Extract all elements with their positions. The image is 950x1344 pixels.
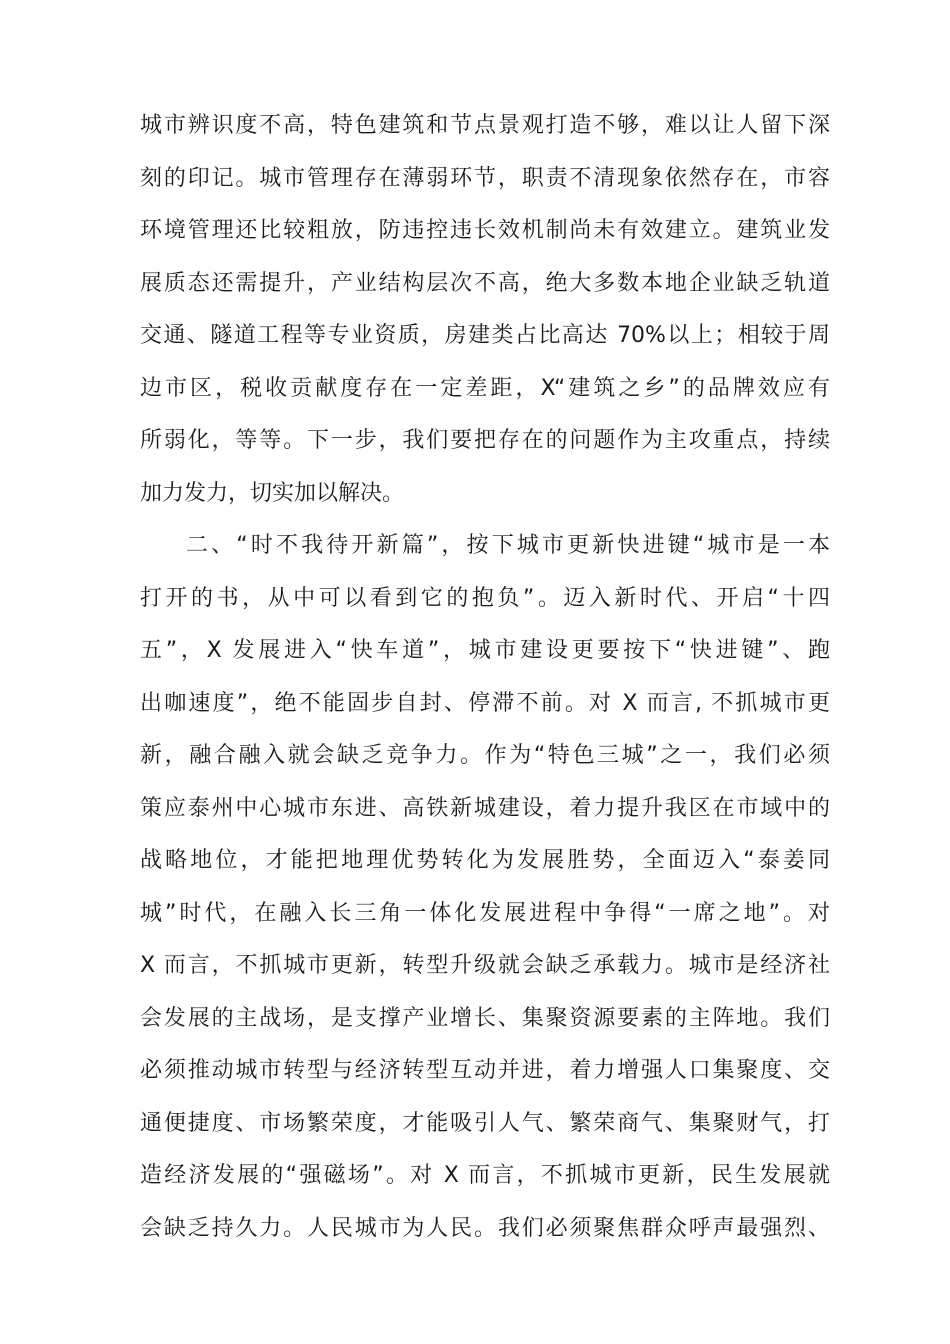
text-line: 必须推动城市转型与经济转型互动并进，着力增强人口集聚度、交 (140, 1058, 830, 1083)
text-line: 二、“时不我待开新篇”，按下城市更新快进键“城市是一本 (186, 533, 830, 558)
body-text (140, 100, 830, 1255)
text-line: 通便捷度、市场繁荣度，才能吸引人气、繁荣商气、集聚财气，打 (140, 1110, 830, 1136)
text-line: 所弱化，等等。下一步，我们要把存在的问题作为主攻重点，持续 (140, 428, 830, 453)
text-line: 边市区，税收贡献度存在一定差距，X“建筑之乡”的品牌效应有 (140, 375, 830, 401)
text-line: 新，融合融入就会缺乏竞争力。作为“特色三城”之一，我们必须 (140, 743, 830, 768)
text-line: 策应泰州中心城市东进、高铁新城建设，着力提升我区在市域中的 (140, 795, 830, 821)
text-line: 城”时代，在融入长三角一体化发展进程中争得“一席之地”。对 (140, 900, 830, 926)
text-line: 会缺乏持久力。人民城市为人民。我们必须聚焦群众呼声最强烈、 (140, 1215, 830, 1241)
text-line: 五”，X 发展进入“快车道”，城市建设更要按下“快进键”、跑 (140, 638, 830, 663)
text-line: 打开的书，从中可以看到它的抱负”。迈入新时代、开启“十四 (140, 585, 830, 611)
text-line: 出咖速度”，绝不能固步自封、停滞不前。对 X 而言, 不抓城市更 (140, 690, 830, 716)
text-line: 造经济发展的“强磁场”。对 X 而言，不抓城市更新，民生发展就 (140, 1163, 830, 1188)
text-line: 会发展的主战场，是支撑产业增长、集聚资源要素的主阵地。我们 (140, 1005, 830, 1031)
text-line: 加力发力，切实加以解决。 (140, 480, 405, 506)
text-line: 环境管理还比较粗放，防违控违长效机制尚未有效建立。建筑业发 (140, 218, 830, 243)
text-line: 城市辨识度不高，特色建筑和节点景观打造不够，难以让人留下深 (140, 113, 830, 138)
text-line: 交通、隧道工程等专业资质，房建类占比高达 70%以上；相较于周 (140, 323, 830, 348)
text-line: 展质态还需提升，产业结构层次不高，绝大多数本地企业缺乏轨道 (140, 270, 830, 296)
text-line: 刻的印记。城市管理存在薄弱环节，职责不清现象依然存在，市容 (140, 165, 830, 191)
text-line: 战略地位，才能把地理优势转化为发展胜势，全面迈入“泰姜同 (140, 848, 830, 873)
text-line: X 而言，不抓城市更新，转型升级就会缺乏承载力。城市是经济社 (140, 953, 830, 978)
